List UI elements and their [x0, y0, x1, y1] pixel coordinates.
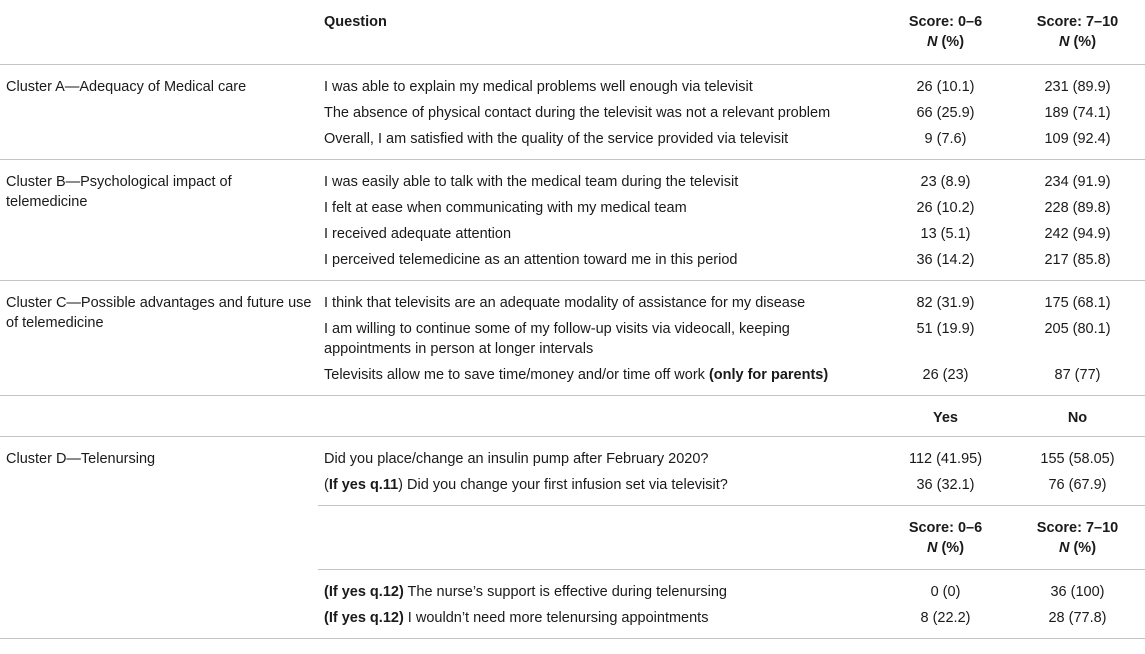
yes-no-header-row [0, 396, 1145, 437]
subheader-score-high: Score: 7–10 N (%) [1010, 506, 1145, 570]
table-row: Cluster A—Adequacy of Medical care I was able to explain my medical problems well enough via televisit 26 (10.1) 231 (89.9) [0, 65, 1145, 98]
cluster-a-label: Cluster A—Adequacy of Medical care [0, 65, 318, 160]
table-header-row [0, 0, 1145, 65]
table-row: (If yes q.11) Did you change your first infusion set via televisit? 36 (32.1) 76 (67.9) [324, 477, 1107, 493]
table-row: I felt at ease when communicating with my medical team 26 (10.2) 228 (89.8) [324, 200, 1111, 216]
cluster-d-label: Cluster D—Telenursing [0, 437, 318, 506]
table-row: Overall, I am satisfied with the quality of the service provided via televisit 9 (7.6) 109 (92.4) [324, 131, 1111, 147]
header-score-low: Score: 0–6 N (%) [908, 14, 983, 50]
cluster-b-label: Cluster B—Psychological impact of telemedicine [0, 160, 318, 281]
header-question: Question [324, 14, 387, 30]
table-row: Cluster B—Psychological impact of telemedicine I was easily able to talk with the medical team during the televisit 23 (8.9) 234 (91.9) [0, 160, 1145, 193]
table-row: Cluster C—Possible advantages and future use of telemedicine I think that televisits are an adequate modality of assistance for my disease 82 (31.9) 175 (68.1) [0, 281, 1145, 314]
table-row: I am willing to continue some of my follow-up visits via videocall, keeping appointments in person at longer intervals 51 (19.9) 205 (80.1) [324, 321, 1111, 357]
cluster-c-label: Cluster C—Possible advantages and future use of telemedicine [0, 281, 318, 396]
table-row: (If yes q.12) I wouldn’t need more telenursing appointments 8 (22.2) 28 (77.8) [0, 602, 1145, 639]
table-row: Televisits allow me to save time/money and/or time off work (only for parents) 26 (23) 87 (77) [324, 367, 1101, 383]
subheader-score-low: Score: 0–6 N (%) [881, 506, 1010, 570]
table-row: (If yes q.12) The nurse’s support is effective during telenursing 0 (0) 36 (100) [0, 570, 1145, 603]
header-score-high: Score: 7–10 N (%) [1036, 14, 1119, 50]
table-row: I perceived telemedicine as an attention toward me in this period 36 (14.2) 217 (85.8) [324, 252, 1111, 268]
score-subheader-row [0, 506, 1145, 570]
header-no: No [1010, 396, 1145, 437]
header-yes: Yes [881, 396, 1010, 437]
table-row: I received adequate attention 13 (5.1) 242 (94.9) [324, 226, 1111, 242]
table-row: The absence of physical contact during the televisit was not a relevant problem 66 (25.9) 189 (74.1) [324, 105, 1111, 121]
table-row: Cluster D—Telenursing Did you place/change an insulin pump after February 2020? 112 (41.95) 155 (58.05) [0, 437, 1145, 470]
